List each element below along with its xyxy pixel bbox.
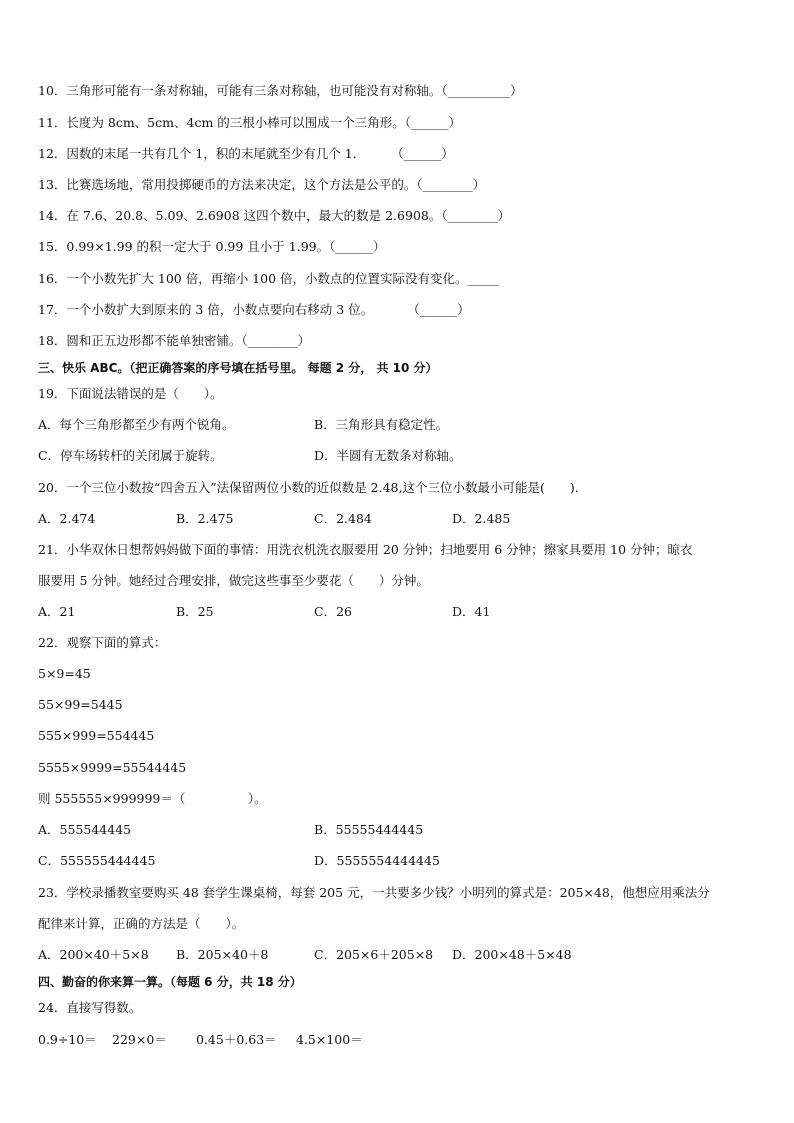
question-21-stem-line1: 21．小华双休日想帮妈妈做下面的事情：用洗衣机洗衣服要用 20 分钟；扫地要用 6 分钟；擦家具要用 10 分钟；晾衣: [38, 542, 693, 557]
question-text: 12．因数的末尾一共有几个 1，积的末尾就至少有几个 1．: [38, 146, 366, 161]
section-heading-3: 三、快乐 ABC。（把正确答案的序号填在括号里。 每题 2 分， 共 10 分）: [38, 361, 438, 375]
q22-equation-3: 555×999=554445: [38, 728, 155, 743]
question-12: [38, 145, 454, 163]
q22-equation-4: 5555×9999=55544445: [38, 760, 187, 775]
answer-blank: （______）: [404, 115, 462, 130]
q24-calc-2: 229×0＝: [112, 1032, 167, 1047]
answer-blank: （______）: [407, 302, 470, 317]
answer-blank: （________）: [441, 208, 511, 223]
q22-option-a: A．555544445: [38, 822, 132, 837]
question-17: [38, 301, 470, 319]
q19-option-d: D．半圆有无数条对称轴。: [314, 448, 462, 463]
question-11: [38, 114, 461, 132]
q21-option-a: A．21: [38, 604, 76, 619]
question-text: 17．一个小数扩大到原来的 3 倍，小数点要向右移动 3 位。: [38, 302, 374, 317]
question-text: 18．圆和正五边形都不能单独密铺。: [38, 333, 242, 348]
question-23-stem-line1: 23．学校录播教室要购买 48 套学生课桌椅，每套 205 元，一共要多少钱？小明列的算式是：205×48，他想应用乘法分: [38, 885, 710, 900]
q22-option-b: B．55555444445: [314, 822, 424, 837]
answer-blank: （________）: [241, 333, 311, 348]
question-text: 16．一个小数先扩大 100 倍，再缩小 100 倍，小数点的位置实际没有变化。: [38, 271, 468, 286]
question-10: [38, 82, 523, 100]
q23-option-d: D．200×48＋5×48: [452, 947, 572, 962]
question-text: 13．比赛选场地，常用投掷硬币的方法来决定，这个方法是公平的。: [38, 177, 417, 192]
answer-blank: （__________）: [441, 83, 523, 98]
q23-option-b: B．205×40＋8: [176, 947, 269, 962]
q20-option-c: C．2.484: [314, 511, 372, 526]
q22-equation-1: 5×9=45: [38, 666, 91, 681]
answer-blank: （______）: [329, 239, 386, 254]
question-15: [38, 238, 385, 256]
question-text: 15．0.99×1.99 的积一定大于 0.99 且小于 1.99。: [38, 239, 330, 254]
q20-option-a: A．2.474: [38, 511, 96, 526]
q22-option-c: C．555555444445: [38, 853, 156, 868]
answer-blank: _____: [467, 271, 499, 286]
q20-option-b: B．2.475: [176, 511, 234, 526]
q19-option-c: C．停车场转杆的关闭属于旋转。: [38, 448, 223, 463]
question-19-stem: 19．下面说法错误的是（ ）。: [38, 386, 223, 401]
question-18: [38, 332, 310, 350]
q24-calc-3: 0.45＋0.63＝: [196, 1032, 277, 1047]
question-14: [38, 207, 510, 225]
question-23-stem-line2: 配律来计算，正确的方法是（ ）。: [38, 916, 245, 931]
q21-option-d: D．41: [452, 604, 491, 619]
q22-option-d: D．5555554444445: [314, 853, 440, 868]
q24-calc-4: 4.5×100＝: [296, 1032, 363, 1047]
question-text: 14．在 7.6、20.8、5.09、2.6908 这四个数中，最大的数是 2.6908。: [38, 208, 442, 223]
q21-option-b: B．25: [176, 604, 214, 619]
answer-blank: （________）: [416, 177, 486, 192]
question-21-stem-line2: 服要用 5 分钟。她经过合理安排，做完这些事至少要花（ ）分钟。: [38, 573, 429, 588]
q21-option-c: C．26: [314, 604, 352, 619]
question-22-stem: 22．观察下面的算式：: [38, 635, 167, 650]
question-20-stem: 20．一个三位小数按“四舍五入”法保留两位小数的近似数是 2.48,这个三位小数最小可能是( ).: [38, 480, 579, 495]
q22-equation-2: 55×99=5445: [38, 697, 123, 712]
q24-calc-1: 0.9÷10＝: [38, 1032, 97, 1047]
q19-option-a: A．每个三角形都至少有两个锐角。: [38, 417, 235, 432]
section-heading-4: 四、勤奋的你来算一算。（每题 6 分，共 18 分）: [38, 975, 302, 989]
q23-option-c: C．205×6＋205×8: [314, 947, 434, 962]
question-text: 11．长度为 8cm、5cm、4cm 的三根小棒可以围成一个三角形。: [38, 115, 405, 130]
q23-option-a: A．200×40＋5×8: [38, 947, 149, 962]
question-text: 10．三角形可能有一条对称轴，可能有三条对称轴，也可能没有对称轴。: [38, 83, 442, 98]
answer-blank: （______）: [391, 146, 454, 161]
question-16: [38, 270, 499, 288]
q20-option-d: D．2.485: [452, 511, 511, 526]
question-13: [38, 176, 485, 194]
q22-question: 则 555555×999999＝（ ）。: [38, 791, 267, 806]
q19-option-b: B．三角形具有稳定性。: [314, 417, 449, 432]
question-24-stem: 24．直接写得数。: [38, 1000, 142, 1015]
